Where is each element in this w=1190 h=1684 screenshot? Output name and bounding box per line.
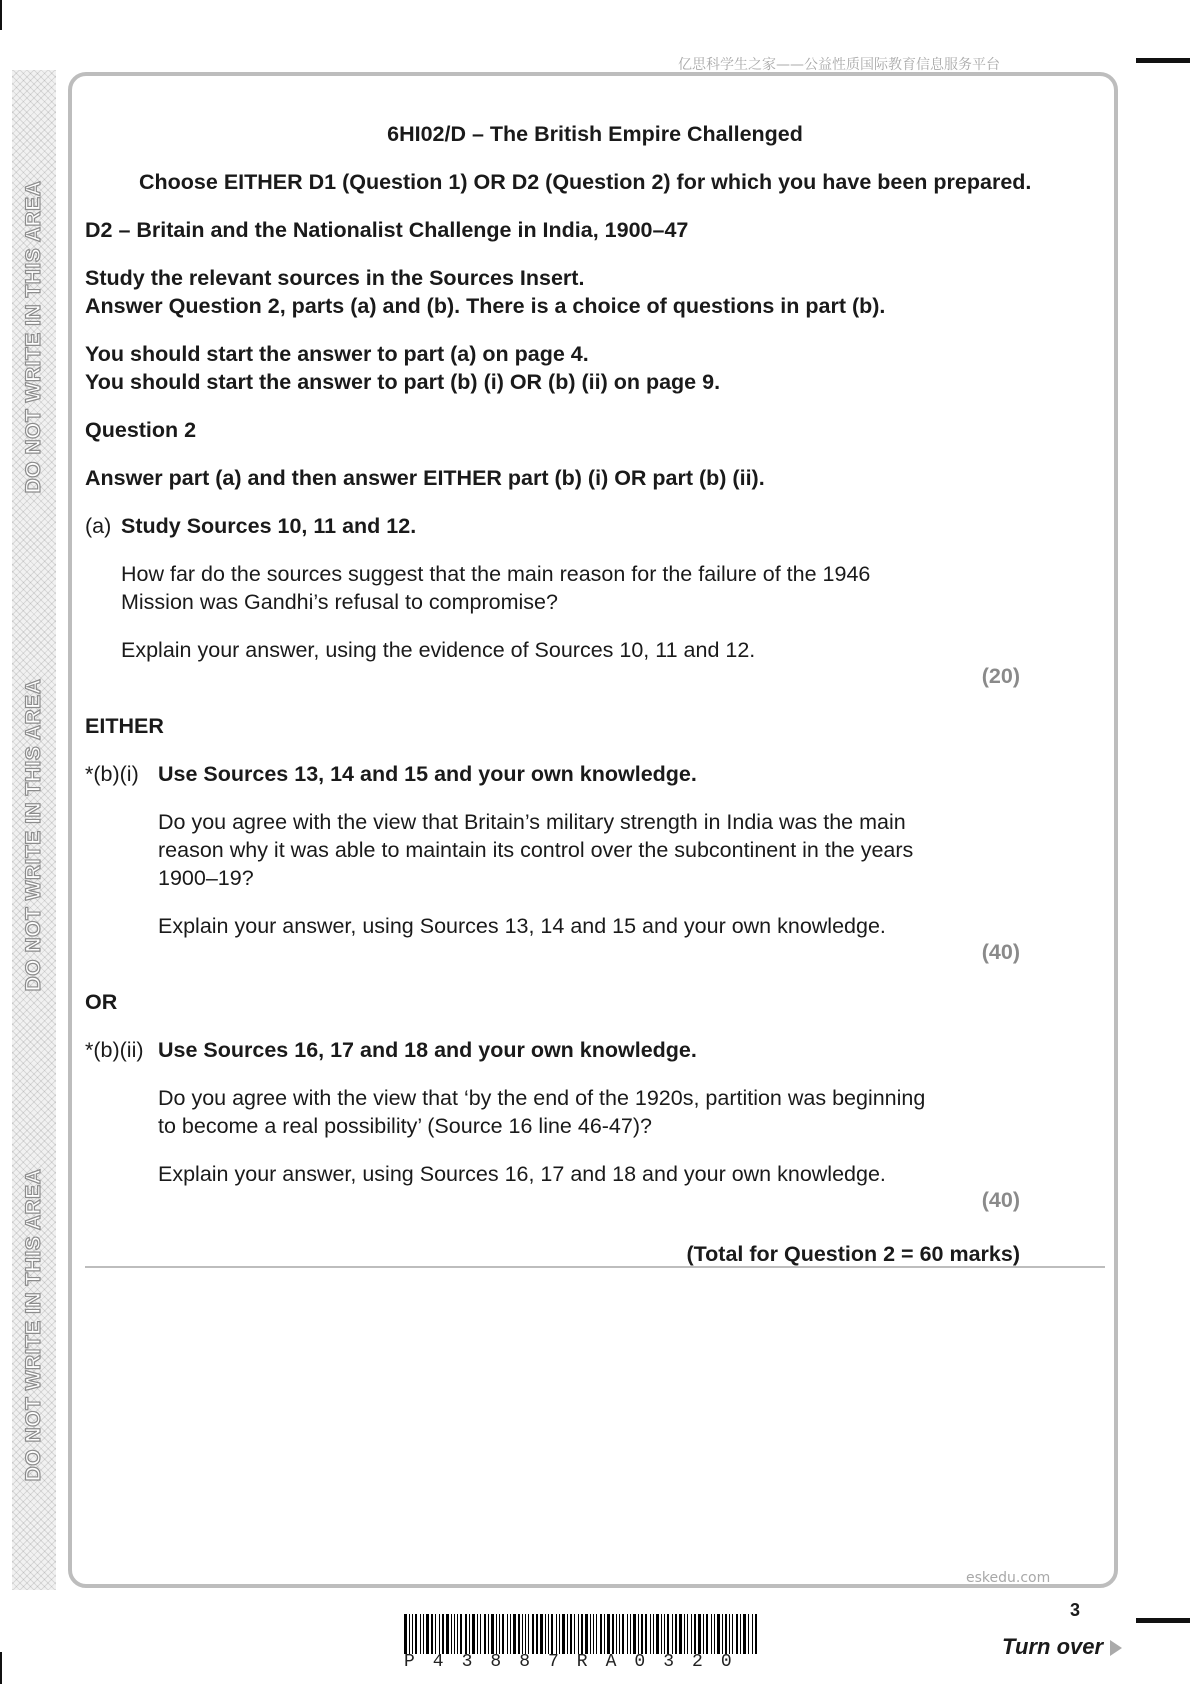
barcode-bar: [687, 1614, 688, 1654]
turn-over-label: Turn over: [1002, 1634, 1104, 1659]
barcode-bar: [496, 1614, 497, 1654]
barcode-bar: [604, 1614, 605, 1654]
page-number: 3: [1070, 1600, 1081, 1620]
barcode-bar: [638, 1614, 639, 1654]
part-b-i-explain: Explain your answer, using Sources 13, 14 and 15 and your own knowledge.: [158, 914, 886, 938]
barcode-bar: [567, 1614, 568, 1654]
barcode-bar: [502, 1614, 504, 1654]
barcode-bar: [740, 1614, 741, 1654]
part-b-i-label: *(b)(i): [85, 762, 139, 786]
barcode-bar: [743, 1614, 746, 1654]
barcode-bar: [607, 1614, 610, 1654]
part-a-question-line-2: Mission was Gandhi’s refusal to compromise?: [121, 590, 558, 614]
barcode-bar: [641, 1614, 643, 1654]
barcode-bar: [480, 1614, 481, 1654]
barcode-bar: [431, 1614, 433, 1654]
barcode-bar: [510, 1614, 511, 1654]
start-instruction-1: You should start the answer to part (a) on page 4.: [85, 342, 589, 366]
barcode-bar: [525, 1614, 526, 1654]
choose-instruction: Choose EITHER D1 (Question 1) OR D2 (Question 2) for which you have been prepared.: [139, 170, 1032, 194]
barcode-bar: [556, 1614, 557, 1654]
crop-mark-bottom-right: [1136, 1618, 1190, 1623]
barcode-bar: [507, 1614, 508, 1654]
end-of-question-rule: [85, 1266, 1105, 1268]
barcode-bar: [545, 1614, 546, 1654]
crop-mark-top-left: [0, 0, 2, 30]
barcode-bar: [581, 1614, 583, 1654]
barcode-bar: [488, 1614, 489, 1654]
paper-title: 6HI02/D – The British Empire Challenged: [387, 122, 803, 146]
part-b-i-question-line-2: reason why it was able to maintain its control over the subcontinent in the years: [158, 838, 914, 862]
barcode-bar: [491, 1614, 494, 1654]
barcode-bar: [619, 1614, 620, 1654]
barcode-bar: [622, 1614, 624, 1654]
barcode-bar: [415, 1614, 417, 1654]
barcode-bar: [412, 1614, 413, 1654]
barcode-bar: [661, 1614, 662, 1654]
barcode-bar: [457, 1614, 458, 1654]
barcode-bar: [442, 1614, 444, 1654]
barcode-bar: [472, 1614, 475, 1654]
barcode-bar: [698, 1614, 701, 1654]
barcode-bar: [559, 1614, 560, 1654]
part-b-i-heading: Use Sources 13, 14 and 15 and your own knowledge.: [158, 762, 697, 786]
part-b-ii-heading: Use Sources 16, 17 and 18 and your own knowledge.: [158, 1038, 697, 1062]
barcode-bar: [562, 1614, 565, 1654]
barcode-bar: [706, 1614, 708, 1654]
header-watermark: 亿思科学生之家——公益性质国际教育信息服务平台: [678, 57, 1000, 73]
barcode-bar: [650, 1614, 651, 1654]
crop-mark-top-right: [1136, 58, 1190, 63]
barcode-bar: [460, 1614, 462, 1654]
barcode-bar: [664, 1614, 665, 1654]
barcode-bar: [540, 1614, 543, 1654]
barcode-bar: [518, 1614, 520, 1654]
barcode-bar: [736, 1614, 738, 1654]
barcode-bar: [672, 1614, 673, 1654]
barcode-bar: [593, 1614, 594, 1654]
barcode-bar: [679, 1614, 682, 1654]
barcode-bar: [420, 1614, 421, 1654]
barcode-bar: [691, 1614, 692, 1654]
barcode-bar: [645, 1614, 647, 1654]
barcode-bar: [484, 1614, 486, 1654]
barcode-bar: [755, 1614, 757, 1654]
or-label: OR: [85, 990, 118, 1014]
barcode-bar: [499, 1614, 500, 1654]
barcode-bar: [684, 1614, 685, 1654]
margin-label-middle: DO NOT WRITE IN THIS AREA: [22, 678, 45, 992]
part-b-i-question-line-3: 1900–19?: [158, 866, 254, 890]
part-a-marks: (20): [981, 664, 1020, 688]
barcode-bar: [722, 1614, 723, 1654]
barcode-bar: [439, 1614, 440, 1654]
barcode-bar: [653, 1614, 654, 1654]
barcode-bar: [451, 1614, 452, 1654]
barcode: [404, 1614, 828, 1654]
barcode-bar: [656, 1614, 659, 1654]
part-b-i-marks: (40): [981, 940, 1020, 964]
part-a-question-line-1: How far do the sources suggest that the main reason for the failure of the 1946: [121, 562, 871, 586]
barcode-bar: [548, 1614, 549, 1654]
part-b-ii-marks: (40): [981, 1188, 1020, 1212]
question-heading: Question 2: [85, 418, 197, 442]
barcode-bar: [536, 1614, 538, 1654]
barcode-bar: [752, 1614, 753, 1654]
barcode-bar: [528, 1614, 529, 1654]
barcode-bar: [469, 1614, 470, 1654]
barcode-bar: [409, 1614, 410, 1654]
barcode-bar: [717, 1614, 720, 1654]
barcode-bar: [585, 1614, 588, 1654]
part-b-ii-question-line-1: Do you agree with the view that ‘by the end of the 1920s, partition was beginning: [158, 1086, 926, 1110]
barcode-bar: [667, 1614, 669, 1654]
barcode-bar: [513, 1614, 516, 1654]
start-instruction-2: You should start the answer to part (b) (i) OR (b) (ii) on page 9.: [85, 370, 721, 394]
margin-label-bottom: DO NOT WRITE IN THIS AREA: [22, 1168, 45, 1482]
barcode-bar: [612, 1614, 614, 1654]
part-b-i-question-line-1: Do you agree with the view that Britain’s military strength in India was the main: [158, 810, 906, 834]
study-instruction-1: Study the relevant sources in the Sources Insert.: [85, 266, 585, 290]
answer-instruction: Answer part (a) and then answer EITHER part (b) (i) OR part (b) (ii).: [85, 466, 765, 490]
barcode-bar: [732, 1614, 733, 1654]
barcode-bar: [477, 1614, 478, 1654]
part-a-explain: Explain your answer, using the evidence of Sources 10, 11 and 12.: [121, 638, 756, 662]
total-marks: (Total for Question 2 = 60 marks): [686, 1242, 1020, 1266]
barcode-bar: [551, 1614, 553, 1654]
barcode-bar: [570, 1614, 572, 1654]
topic-heading: D2 – Britain and the Nationalist Challenge in India, 1900–47: [85, 218, 689, 242]
barcode-bar: [600, 1614, 602, 1654]
barcode-bar: [725, 1614, 727, 1654]
barcode-bar: [404, 1614, 407, 1654]
barcode-bar: [590, 1614, 591, 1654]
barcode-bar: [465, 1614, 467, 1654]
part-b-ii-explain: Explain your answer, using Sources 16, 17 and 18 and your own knowledge.: [158, 1162, 886, 1186]
barcode-bar: [446, 1614, 449, 1654]
barcode-bar: [435, 1614, 436, 1654]
barcode-text: P43887RA0320: [404, 1652, 750, 1672]
barcode-bar: [729, 1614, 730, 1654]
barcode-bar: [522, 1614, 523, 1654]
barcode-bar: [454, 1614, 455, 1654]
either-label: EITHER: [85, 714, 164, 738]
barcode-bar: [532, 1614, 534, 1654]
margin-label-top: DO NOT WRITE IN THIS AREA: [22, 180, 45, 494]
part-b-ii-label: *(b)(ii): [85, 1038, 144, 1062]
barcode-bar: [426, 1614, 429, 1654]
barcode-bar: [574, 1614, 575, 1654]
barcode-bar: [633, 1614, 636, 1654]
part-a-heading: Study Sources 10, 11 and 12.: [121, 514, 417, 538]
barcode-bar: [675, 1614, 677, 1654]
part-a-label: (a): [85, 514, 112, 538]
barcode-bar: [703, 1614, 704, 1654]
barcode-bar: [714, 1614, 715, 1654]
footer-watermark: eskedu.com: [966, 1570, 1051, 1586]
barcode-bar: [423, 1614, 424, 1654]
barcode-bar: [630, 1614, 631, 1654]
barcode-bar: [616, 1614, 617, 1654]
turn-over-arrow-icon: [1110, 1640, 1122, 1656]
crop-mark-bottom-left: [0, 1652, 2, 1684]
barcode-bar: [627, 1614, 628, 1654]
barcode-bar: [578, 1614, 579, 1654]
barcode-bar: [694, 1614, 696, 1654]
barcode-bar: [711, 1614, 712, 1654]
barcode-bar: [748, 1614, 749, 1654]
barcode-bar: [596, 1614, 597, 1654]
study-instruction-2: Answer Question 2, parts (a) and (b). There is a choice of questions in part (b).: [85, 294, 886, 318]
part-b-ii-question-line-2: to become a real possibility’ (Source 16 line 46-47)?: [158, 1114, 652, 1138]
